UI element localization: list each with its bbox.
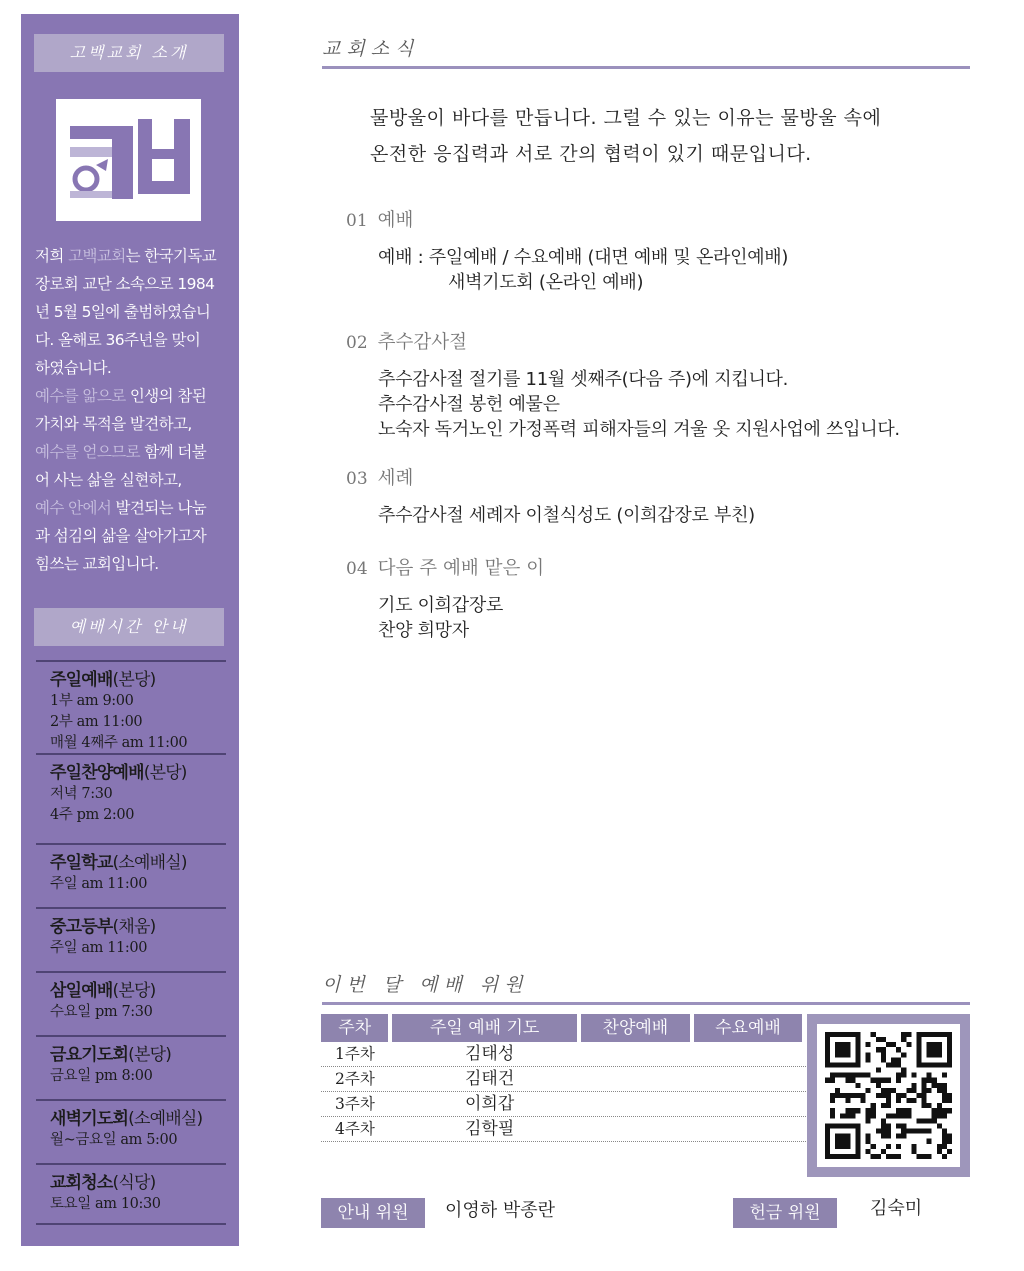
intro-text: 년 5월 5일에 출범하였습니 [35,303,211,321]
service-location: (식당) [112,1173,156,1193]
service-item [36,660,226,753]
prayer-cell: 김태성 [465,1044,515,1064]
worship-heading: 예배시간 안내 [34,608,224,646]
news-item [346,207,946,295]
service-time: 토요일 am 10:30 [50,1196,161,1212]
item-title: 예배 [377,210,414,231]
service-location: (소예배실) [128,1109,203,1129]
service-location: (채움) [112,917,156,937]
item-title: 다음 주 예배 맡은 이 [377,558,545,579]
service-time: 4주 pm 2:00 [50,807,135,823]
intro-line [35,242,231,270]
intro-line [35,298,231,326]
service-name: 금요기도회 [50,1045,129,1065]
service-name: 주일학교 [50,853,113,873]
column-header: 주차 [321,1014,388,1042]
roles-heading: 이번 달 예배 위원 [322,974,529,996]
news-lead [370,100,950,172]
item-number: 04 [346,559,368,579]
intro-text: 발견되는 나눔 [111,499,207,517]
intro-text: 다. 올해로 36주년을 맞이 [35,331,201,349]
service-item [36,1035,226,1099]
item-title: 세례 [377,468,414,489]
service-name: 삼일예배 [50,981,113,1001]
intro-text: 는 한국기독교 [125,247,217,265]
intro-line [35,326,231,354]
intro-text: 가치와 목적을 발견하고, [35,415,192,433]
intro-line [35,410,231,438]
intro-text: 하였습니다. [35,359,112,377]
service-time: 주일 am 11:00 [50,940,148,956]
service-time: 매월 4째주 am 11:00 [50,735,188,751]
qr-code-icon[interactable] [807,1014,970,1177]
item-line: 추수감사절 세례자 이철식성도 (이희갑장로 부친) [378,505,755,526]
service-time: 금요일 pm 8:00 [50,1068,153,1084]
intro-line [35,494,231,522]
roles-table [321,1014,806,1142]
intro-text: 장로회 교단 소속으로 1984 [35,275,215,293]
service-item [36,971,226,1035]
service-time: 2부 am 11:00 [50,714,143,730]
intro-text: 어 사는 삶을 실현하고, [35,471,182,489]
intro-text: 힘쓰는 교회입니다. [35,555,159,573]
sidebar [21,14,239,1246]
service-time: 주일 am 11:00 [50,876,148,892]
church-logo-icon [56,99,201,221]
service-location: (소예배실) [112,853,187,873]
table-header [321,1014,806,1042]
intro-text: 인생의 참된 [125,387,207,405]
intro-line [35,382,231,410]
intro-text: 과 섬김의 삶을 살아가고자 [35,527,207,545]
intro-text: 저희 [35,247,69,265]
intro-line [35,522,231,550]
divider [322,66,970,69]
news-item [346,329,946,442]
prayer-cell: 김태건 [465,1069,515,1089]
service-time: 저녁 7:30 [50,786,113,802]
divider [322,1002,970,1005]
table-row [321,1042,806,1067]
guide-value: 이영하 박종란 [445,1200,556,1221]
item-number: 03 [346,469,368,489]
item-number: 01 [346,211,368,231]
about-heading: 고백교회 소개 [34,34,224,72]
item-number: 02 [346,333,368,353]
table-row [321,1067,806,1092]
week-cell: 3주차 [335,1095,375,1113]
service-item [36,843,226,907]
prayer-cell: 이희갑 [465,1094,515,1114]
table-row [321,1117,806,1142]
item-line: 새벽기도회 (온라인 예배) [448,272,644,293]
column-header: 주일 예배 기도 [392,1014,576,1042]
week-cell: 1주차 [335,1045,375,1063]
week-cell: 2주차 [335,1070,375,1088]
service-item [36,907,226,971]
week-cell: 4주차 [335,1120,375,1138]
guide-label: 안내 위원 [321,1198,425,1228]
intro-highlight: 예수 안에서 [35,499,112,517]
news-item [346,555,946,643]
intro-line [35,438,231,466]
column-header: 찬양예배 [581,1014,690,1042]
service-name: 주일예배 [50,670,113,690]
lead-line: 온전한 응집력과 서로 간의 협력이 있기 때문입니다. [370,143,812,165]
lead-line: 물방울이 바다를 만듭니다. 그럴 수 있는 이유는 물방울 속에 [370,107,882,129]
intro-line [35,550,231,578]
offering-label: 헌금 위원 [733,1198,837,1228]
intro-line [35,466,231,494]
service-time: 수요일 pm 7:30 [50,1004,153,1020]
service-location: (본당) [112,670,156,690]
item-line: 찬양 희망자 [378,620,469,641]
service-name: 교회청소 [50,1173,113,1193]
service-location: (본당) [128,1045,172,1065]
table-row [321,1092,806,1117]
item-line: 추수감사절 봉헌 예물은 [378,394,560,415]
intro-highlight: 고백교회 [68,247,126,265]
service-location: (본당) [112,981,156,1001]
service-item [36,1099,226,1163]
service-name: 새벽기도회 [50,1109,129,1129]
intro-line [35,270,231,298]
service-item [36,753,226,843]
intro-line [35,354,231,382]
item-line: 추수감사절 절기를 11월 셋째주(다음 주)에 지킵니다. [378,369,789,390]
service-time: 월~금요일 am 5:00 [50,1132,178,1148]
item-line: 예배 : 주일예배 / 수요예배 (대면 예배 및 온라인예배) [378,247,789,268]
news-item [346,465,946,528]
column-header: 수요예배 [694,1014,802,1042]
service-name: 중고등부 [50,917,113,937]
item-line: 노숙자 독거노인 가정폭력 피해자들의 겨울 옷 지원사업에 쓰입니다. [378,419,900,440]
church-intro [35,242,231,578]
intro-highlight: 예수를 앎으로 [35,387,126,405]
intro-highlight: 예수를 얻으므로 [35,443,140,461]
service-list [36,660,226,1225]
service-name: 주일찬양예배 [50,763,144,783]
item-title: 추수감사절 [377,332,467,353]
service-location: (본당) [143,763,187,783]
intro-text: 함께 더불 [139,443,207,461]
prayer-cell: 김학필 [465,1119,515,1139]
offering-value: 김숙미 [870,1198,923,1219]
news-heading: 교회소식 [322,38,420,60]
service-time: 1부 am 9:00 [50,693,134,709]
service-item [36,1163,226,1225]
item-line: 기도 이희갑장로 [378,595,504,616]
